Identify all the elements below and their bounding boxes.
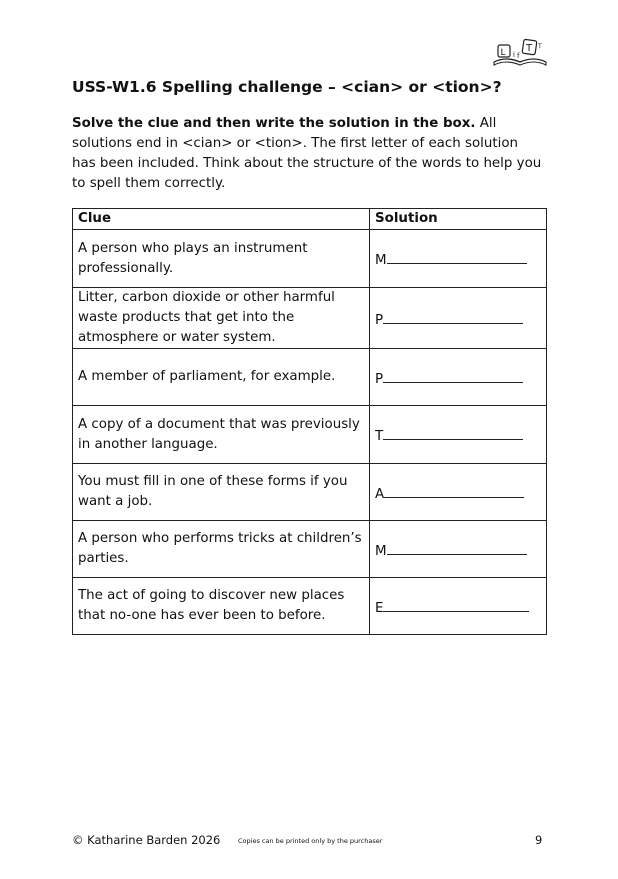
solution-first-letter: A xyxy=(375,486,385,502)
answer-line xyxy=(383,310,523,324)
svg-text:T: T xyxy=(526,43,533,54)
solution-cell[interactable] xyxy=(370,464,547,521)
answer-line xyxy=(384,484,524,498)
solution-cell[interactable] xyxy=(370,288,547,349)
table-row xyxy=(73,406,547,464)
instructions-text: All solutions end in <cian> or <tion>. The first letter of each solution has been included. Think about the structure of the words to help you to spell them correctly. xyxy=(72,116,542,191)
lift-logo-icon xyxy=(492,36,548,68)
instructions xyxy=(72,114,542,194)
clue-cell: A person who plays an instrument professionally. xyxy=(73,230,370,288)
solution-cell[interactable] xyxy=(370,578,547,635)
solution-cell[interactable] xyxy=(370,406,547,464)
table-header-row xyxy=(73,209,547,230)
instructions-bold: Solve the clue and then write the solution in the box. xyxy=(72,116,476,131)
svg-text:T: T xyxy=(538,43,542,50)
clue-cell: The act of going to discover new places that no-one has ever been to before. xyxy=(73,578,370,635)
solution-blank[interactable] xyxy=(375,541,527,562)
table-row xyxy=(73,521,547,578)
header-clue: Clue xyxy=(73,209,370,230)
worksheet-title: USS-W1.6 Spelling challenge – <cian> or <tion>? xyxy=(72,78,502,96)
solution-blank[interactable] xyxy=(375,426,523,447)
clue-cell: A member of parliament, for example. xyxy=(73,349,370,406)
solution-first-letter: M xyxy=(375,543,387,559)
answer-line xyxy=(383,426,523,440)
svg-text:L: L xyxy=(500,48,506,58)
table-row xyxy=(73,464,547,521)
footer-copyright: © Katharine Barden 2026 xyxy=(72,833,221,847)
solution-blank[interactable] xyxy=(375,369,523,390)
clue-cell: Litter, carbon dioxide or other harmful waste products that get into the atmosphere or water system. xyxy=(73,288,370,349)
solution-cell[interactable] xyxy=(370,521,547,578)
solution-first-letter: P xyxy=(375,371,384,387)
svg-text:i: i xyxy=(513,51,515,59)
solution-cell[interactable] xyxy=(370,230,547,288)
solution-blank[interactable] xyxy=(375,250,527,271)
solution-first-letter: M xyxy=(375,253,387,268)
solution-first-letter: T xyxy=(375,429,384,444)
page-number: 9 xyxy=(535,833,543,847)
table-row xyxy=(73,578,547,635)
solution-cell[interactable] xyxy=(370,349,547,406)
clue-table xyxy=(72,208,547,635)
table-row xyxy=(73,288,547,349)
answer-line xyxy=(383,598,529,612)
solution-first-letter: E xyxy=(375,600,384,616)
footer-notice: Copies can be printed only by the purchaser xyxy=(238,837,383,845)
solution-blank[interactable] xyxy=(375,484,524,505)
svg-text:f: f xyxy=(517,52,520,60)
solution-blank[interactable] xyxy=(375,310,523,331)
header-solution: Solution xyxy=(370,209,547,230)
solution-blank[interactable] xyxy=(375,598,529,619)
table-row xyxy=(73,349,547,406)
clue-cell: A person who performs tricks at children’s parties. xyxy=(73,521,370,578)
answer-line xyxy=(387,250,527,264)
answer-line xyxy=(387,541,527,555)
clue-cell: You must fill in one of these forms if you want a job. xyxy=(73,464,370,521)
clue-cell: A copy of a document that was previously in another language. xyxy=(73,406,370,464)
answer-line xyxy=(383,369,523,383)
solution-first-letter: P xyxy=(375,312,384,328)
table-row xyxy=(73,230,547,288)
